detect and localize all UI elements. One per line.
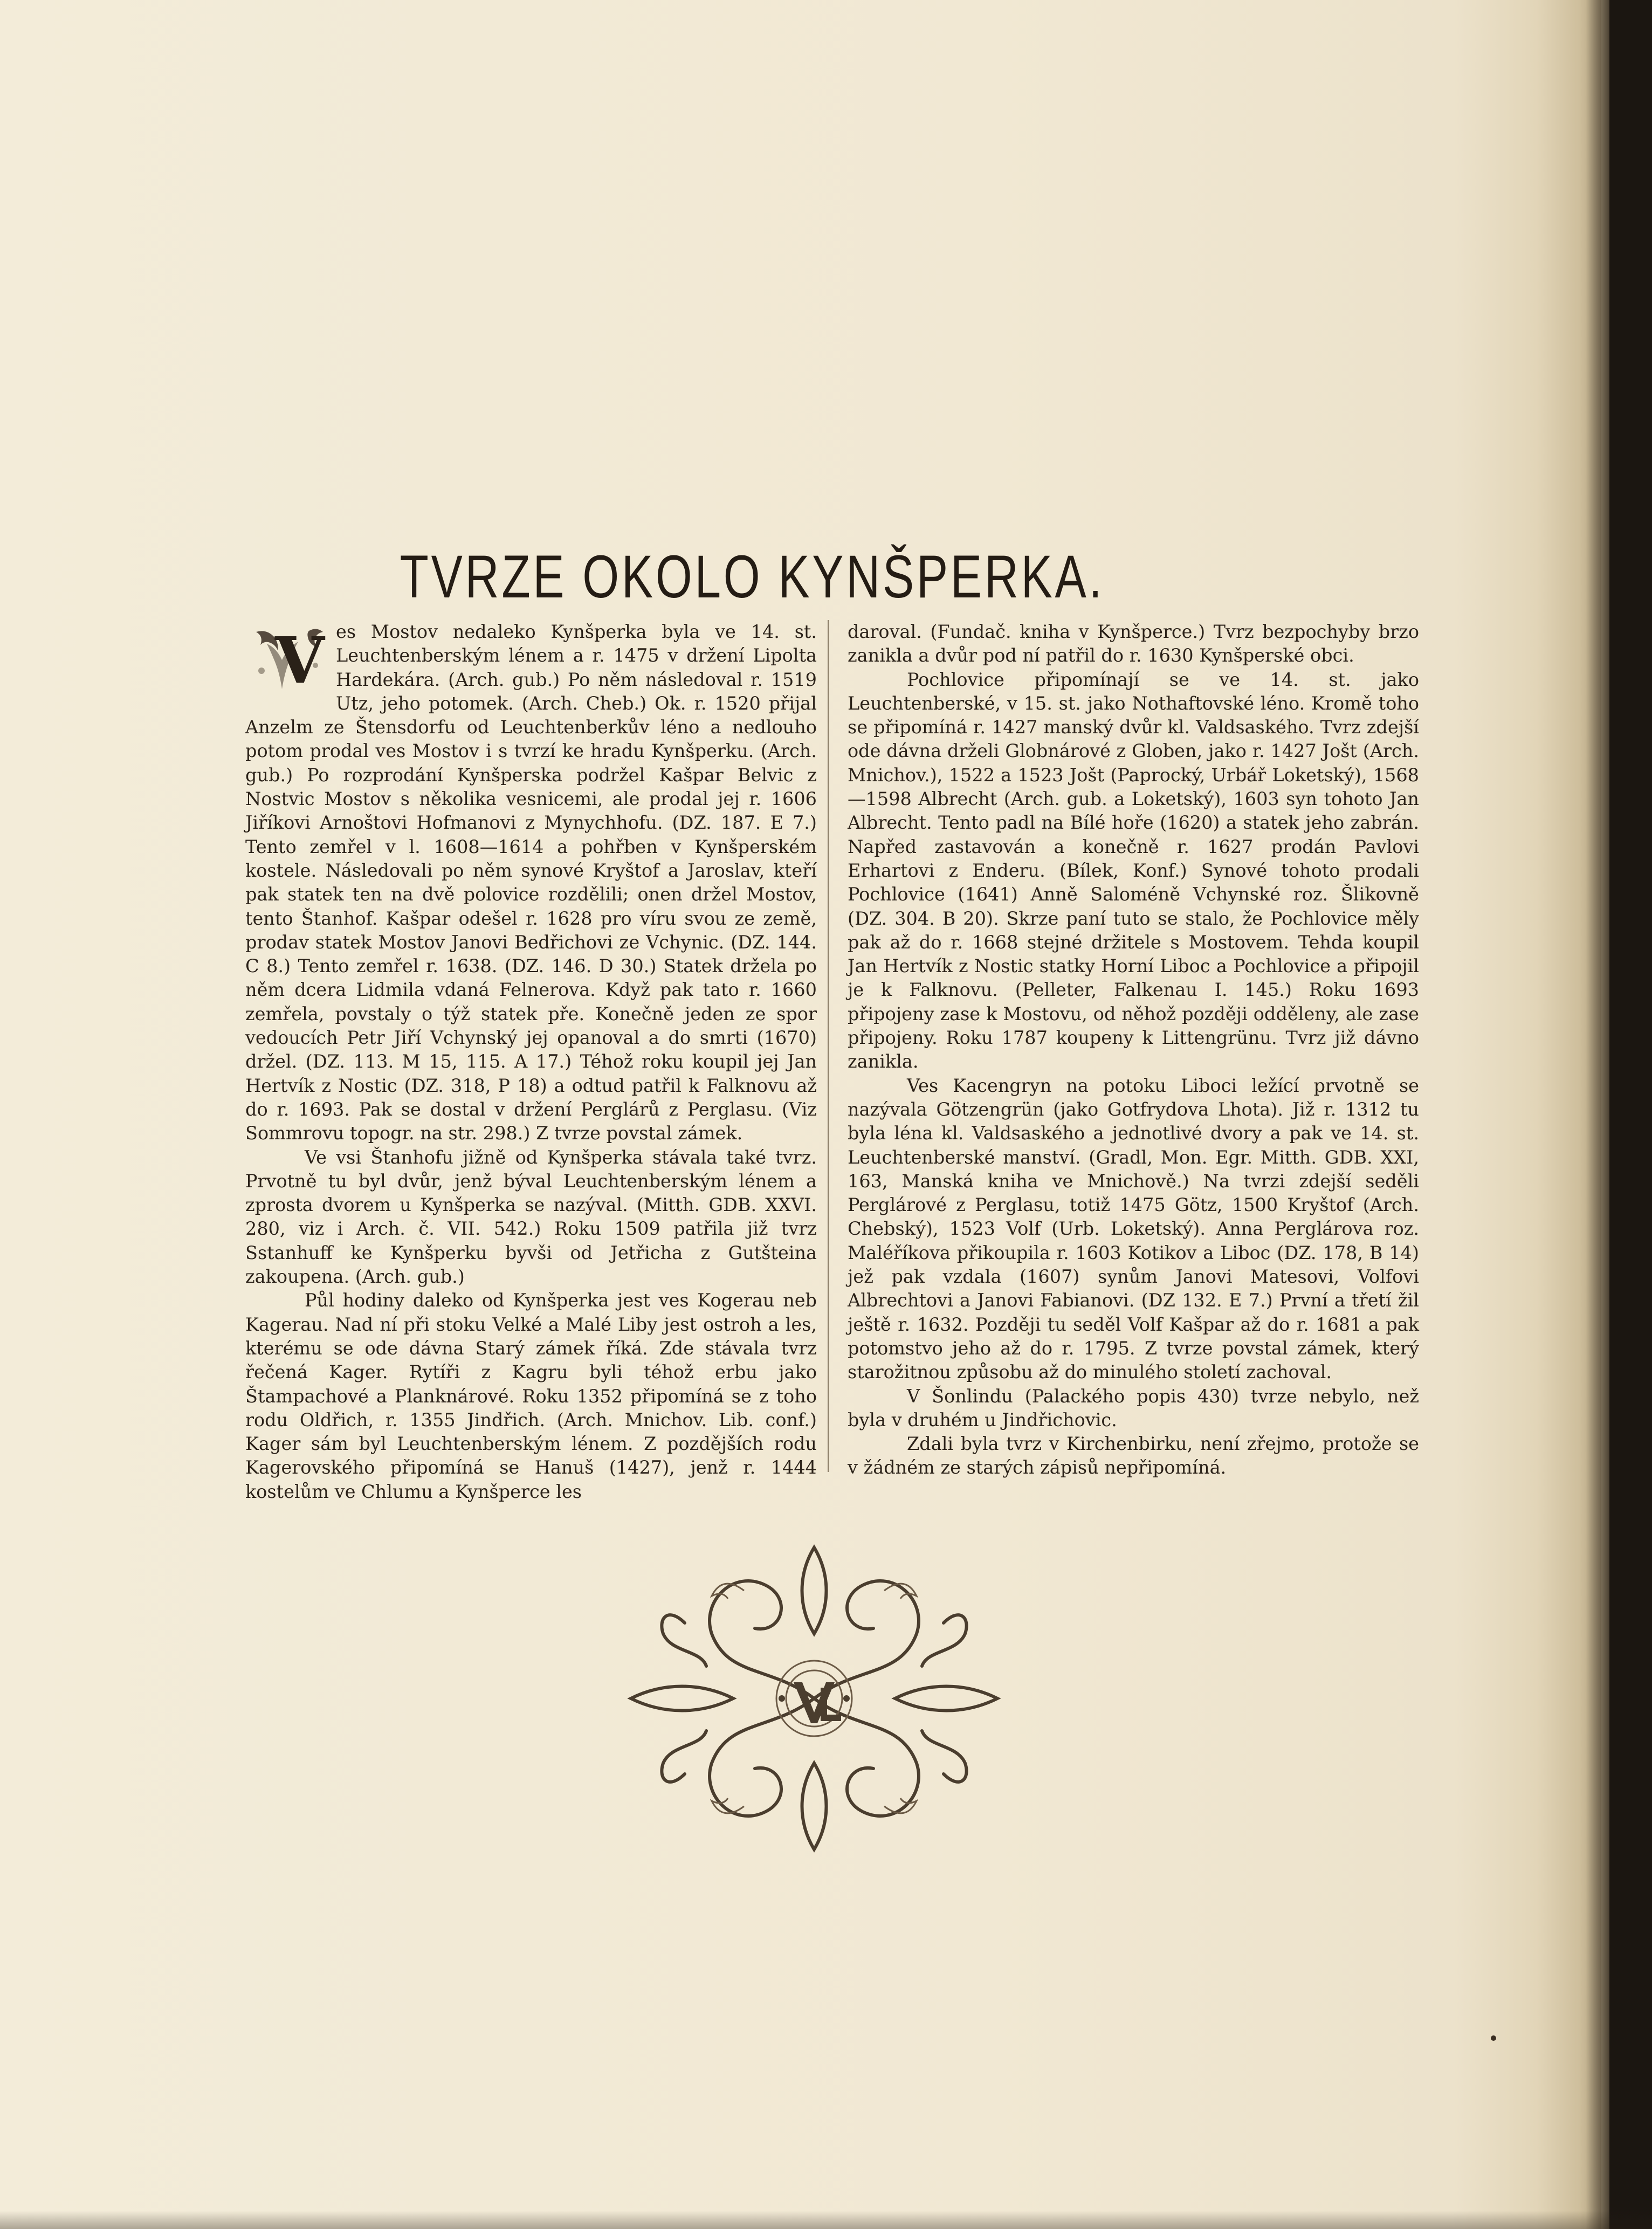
paragraph-kirchenbirk: Zdali byla tvrz v Kirchenbirku, není zřejmo, protože se v žádném ze starých zápisů nepřipomíná. (848, 1433, 1419, 1478)
page-gutter-shadow (1580, 0, 1601, 2229)
paragraph-mostov: es Mostov nedaleko Kynšperka byla ve 14. st. Leuchtenberským lénem a r. 1475 v držení Lipolta Hardekára. (Arch. gub.) Po něm následoval r. 1519 Utz, jeho potomek. (Arch. Cheb.) Ok. r. 1520 přijal Anzelm ze Štensdorfu od Leuchtenberkův léno a nedlouho potom prodal ves Mostov i s tvrzí ke hradu Kynšperku. (Arch. gub.) Po rozprodání Kynšperska podržel Kašpar Belvic z Nostvic Mostov s několika vesnicemi, ale prodal jej r. 1606 Jiříkovi Arnoštovi Hofmanovi z Mynychhofu. (DZ. 187. E 7.) Tento zemřel v l. 1608—1614 a pohřben v Kynšperském kostele. Následovali po něm synové Kryštof a Jaroslav, kteří pak statek ten na dvě polovice rozdělili; onen držel Mostov, tento Štanhof. Kašpar odešel r. 1628 pro víru svou ze země, prodav statek Mostov Janovi Bedřichovi ze Vchynic. (DZ. 144. C 8.) Tento zemřel r. 1638. (DZ. 146. D 30.) Statek držela po něm dcera Lidmila vdaná Felnerova. Když pak tato r. 1660 zemřela, povstaly o týž statek pře. Konečně jeden ze spor vedoucích Petr Jiří Vchynský jej opanoval a do smrti (1670) držel. (DZ. 113. M 15, 115. A 17.) Téhož roku koupil jej Jan Hertvík z Nostic (DZ. 318, P 18) a odtud patřil k Falknovu až do r. 1693. Pak se dostal v držení Perglárů z Perglasu. (Viz Sommrovu topogr. na str. 298.) Z tvrze povstal zámek. (245, 621, 817, 1144)
right-column (848, 620, 1419, 1480)
paragraph-kagerau-continued: daroval. (Fundač. kniha v Kynšperce.) Tvrz bezpochyby brzo zanikla a dvůr pod ní patřil do r. 1630 Kynšperské obci. (848, 621, 1419, 666)
paragraph-kacengryn: Ves Kacengryn na potoku Liboci ležící prvotně se nazývala Götzengrün (jako Gotfrydova Lhota). Již r. 1312 tu byla léna kl. Valdsaského a jednotlivé dvory a pak ve 14. st. Leuchtenberské manství. (Gradl, Mon. Egr. Mitth. GDB. XXI, 163, Manská kniha ve Mnichově.) Na tvrzi zdejší seděli Perglárové z Perglasu, totiž 1475 Götz, 1500 Kryštof (Arch. Chebský), 1523 Volf (Urb. Loketský). Anna Perglárova roz. Maléříkova přikoupila r. 1603 Kotikov a Liboc (DZ. 178, B 14) jež pak vzdala (1607) synům Janovi Matesovi, Volfovi Albrechtovi a Janovi Fabianovi. (DZ 132. E 7.) První a třetí žil ještě r. 1632. Později tu seděl Volf Kašpar až do r. 1681 a pak potomstvo jeho až do r. 1795. Z tvrze povstal zámek, který starožitnou způsobu až do minulého století zachoval. (848, 1075, 1419, 1383)
floral-vignette-icon (620, 1526, 1008, 1871)
column-divider (828, 620, 829, 1472)
page-bottom-shadow (0, 2211, 1652, 2229)
paragraph-kagerau: Půl hodiny daleko od Kynšperka jest ves Kogerau neb Kagerau. Nad ní při stoku Velké a Malé Liby jest ostroh a les, kterému se ode dávna Starý zámek říká. Zde stávala tvrz řečená Kager. Rytíři z Kagru byli téhož erbu jako Štampachové a Planknárové. Roku 1352 připomíná se z toho rodu Oldřich, r. 1355 Jindřich. (Arch. Mnichov. Lib. conf.) Kager sám byl Leuchtenberským lénem. Z pozdějších rodu Kagerovského připomíná se Hanuš (1427), jenž r. 1444 kostelům ve Chlumu a Kynšperce les (245, 1290, 817, 1502)
page-title: TVRZE OKOLO KYNŠPERKA. (400, 543, 1105, 611)
initial-letter-icon (245, 622, 332, 698)
page-speck (1491, 2035, 1496, 2041)
initial-letter-text: V (275, 623, 325, 698)
paragraph-pochlovice: Pochlovice připomínají se ve 14. st. jako Leuchtenberské, v 15. st. jako Nothaftovské léno. Kromě toho se připomíná r. 1427 manský dvůr kl. Valdsaského. Tvrz zdejší ode dávna drželi Globnárové z Globen, jako r. 1427 Jošt (Arch. Mnichov.), 1522 a 1523 Jošt (Paprocký, Urbář Loketský), 1568—1598 Albrecht (Arch. gub. a Loketský), 1603 syn tohoto Jan Albrecht. Tento padl na Bílé hoře (1620) a statek jeho zabrán. Napřed zastavován a konečně r. 1627 prodán Pavlovi Erhartovi z Enderu. (Bílek, Konf.) Synové tohoto prodali Pochlovice (1641) Anně Saloméně Vchynské roz. Šlikovně (DZ. 304. B 20). Skrze paní tuto se stalo, že Pochlovice měly pak až do r. 1668 stejné držitele s Mostovem. Tehda koupil Jan Hertvík z Nostic statky Horní Liboc a Pochlovice a připojil je k Falknovu. (Pelleter, Falkenau I. 145.) Roku 1693 připojeny zase k Mostovu, od něhož později odděleny, ale zase připojeny. Roku 1787 koupeny k Littengrünu. Tvrz již dávno zanikla. (848, 669, 1419, 1072)
paragraph-stanhof: Ve vsi Štanhofu jižně od Kynšperka stávala také tvrz. Prvotně tu byl dvůr, jenž býval Leuchtenberským lénem a zprosta dvorem u Kynšperka se nazýval. (Mitth. GDB. XXVI. 280, viz i Arch. č. VII. 542.) Roku 1509 patřila již tvrz Sstanhuff ke Kynšperku byvši od Jetřicha z Gutšteina zakoupena. (Arch. gub.) (245, 1146, 817, 1288)
left-column (245, 620, 817, 1504)
book-edge (1609, 0, 1652, 2229)
paragraph-sonlind: V Šonlindu (Palackého popis 430) tvrze nebylo, než byla v druhém u Jindřichovic. (848, 1385, 1419, 1430)
